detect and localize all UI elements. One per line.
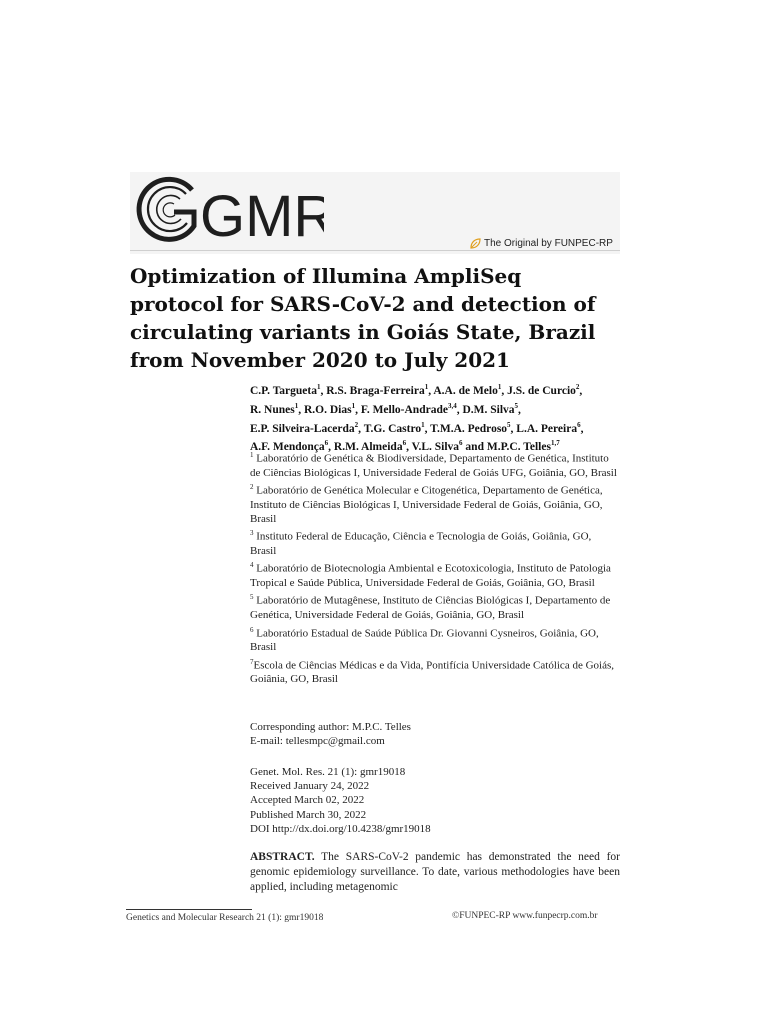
author-name: E.P. Silveira-Lacerda — [250, 422, 355, 435]
author-name: T.M.A. Pedroso — [430, 422, 508, 435]
author-name: F. Mello-Andrade — [360, 403, 448, 416]
author-affiliation-sup: 2 — [575, 383, 580, 391]
affiliation-text: Instituto Federal de Educação, Ciência e Tecnologia de Goiás, Goiânia, GO, Brasil — [250, 530, 592, 558]
author-name: T.G. Castro — [363, 422, 422, 435]
author-affiliation-sup: 1 — [497, 383, 502, 391]
affiliation-list — [250, 448, 620, 687]
affiliation-number: 1 — [250, 451, 254, 459]
author-affiliation-sup: 6 — [577, 420, 581, 429]
footer-rule — [126, 909, 252, 910]
author-name: A.A. de Melo — [433, 384, 498, 397]
footer-publisher: ©FUNPEC-RP www.funpecrp.com.br — [452, 911, 598, 921]
author-name: M.P.C. Telles — [486, 441, 551, 454]
author-affiliation-sup: 6 — [324, 439, 329, 448]
tagline-text: The Original by FUNPEC-RP — [484, 238, 613, 249]
affiliation-item — [250, 448, 620, 480]
affiliation-item — [250, 558, 620, 590]
affiliation-text: Laboratório de Mutagênese, Instituto de Ciências Biológicas I, Departamento de Genética, Universidade Federal de Goiás, Goiânia, GO, Brasil — [250, 595, 611, 622]
author-name: R.O. Dias — [303, 403, 352, 416]
doi-link[interactable]: DOI http://dx.doi.org/10.4238/gmr19018 — [250, 822, 431, 835]
correspondence-block — [250, 720, 620, 748]
article-title: Optimization of Illumina AmpliSeq protocol for SARS-CoV-2 and detection of circulating variants in Goiás State, Brazil from November 2020 to July 2021 — [130, 264, 596, 372]
affiliation-item — [250, 480, 620, 526]
author-affiliation-sup: 3,4 — [447, 401, 457, 410]
abstract-paragraph — [250, 850, 620, 895]
affiliation-text: Laboratório de Biotecnologia Ambiental e Ecotoxicologia, Instituto de Patologia Tropical e Saúde Pública, Universidade Federal de Goiás, Goiânia, GO, Brasil — [250, 563, 611, 590]
gmr-logo-icon — [134, 174, 324, 246]
logo-text: GMR — [200, 184, 324, 246]
affiliation-number: 3 — [250, 529, 254, 538]
author-name: C.P. Targueta — [250, 384, 317, 397]
author-affiliation-sup: 1 — [317, 383, 321, 391]
author-affiliation-sup: 1,7 — [550, 439, 560, 448]
author-conjunction: and — [465, 441, 484, 454]
author-affiliation-sup: 1 — [351, 401, 356, 410]
affiliation-item — [250, 623, 620, 655]
author-affiliation-sup: 2 — [354, 420, 359, 429]
affiliation-item — [250, 655, 620, 687]
affiliation-text: Escola de Ciências Médicas e da Vida, Pontifícia Universidade Católica de Goiás, Goiânia, GO, Brasil — [250, 659, 614, 686]
author-line-1: C.P. Targueta$^1$, R.S. Braga-Ferreira$^1$, A.A. de Melo$^1$, J.S. de Curcio$^2$, — [250, 383, 583, 397]
author-name: V.L. Silva — [411, 441, 460, 454]
affiliation-item — [250, 590, 620, 622]
author-affiliation-sup: 5 — [514, 401, 519, 410]
affiliation-number: 5 — [250, 593, 254, 602]
author-line-3: E.P. Silveira-Lacerda$^2$, T.G. Castro$^1$, T.M.A. Pedroso$^5$, L.A. Pereira$^6$, — [250, 420, 584, 435]
footer-journal-citation: Genetics and Molecular Research 21 (1): gmr19018 — [126, 913, 324, 923]
author-affiliation-sup: 1 — [294, 401, 299, 410]
header-rule — [130, 250, 620, 251]
gmr-logo — [134, 174, 324, 246]
affiliation-item — [250, 526, 620, 558]
citation-line: Genet. Mol. Res. 21 (1): gmr19018 — [250, 766, 406, 778]
author-name: R.S. Braga-Ferreira — [326, 384, 425, 397]
author-affiliation-sup: 1 — [424, 383, 429, 391]
author-affiliation-sup: 6 — [402, 439, 407, 448]
author-list — [250, 380, 620, 455]
corresponding-author: Corresponding author: M.P.C. Telles — [250, 721, 411, 733]
author-name: A.F. Mendonça — [250, 441, 325, 454]
affiliation-number: 4 — [250, 561, 254, 570]
abstract-label: ABSTRACT. — [250, 851, 315, 863]
affiliation-text: Laboratório Estadual de Saúde Pública Dr. Giovanni Cysneiros, Goiânia, GO, Brasil — [250, 627, 599, 654]
journal-tagline — [470, 238, 613, 249]
accepted-date: Accepted March 02, 2022 — [250, 794, 365, 807]
affiliation-text: Laboratório de Genética & Biodiversidade, Departamento de Genética, Instituto de Ciências Biológicas I, Universidade Federal de Goiás UFG, Goiânia, GO, Brasil — [250, 452, 617, 479]
author-name: L.A. Pereira — [516, 422, 578, 435]
affiliation-number: 2 — [250, 483, 254, 492]
author-line-4: A.F. Mendonça$^6$, R.M. Almeida$^6$, V.L. Silva$^6$ and M.P.C. Telles$^{1,7}$ — [250, 439, 560, 454]
affiliation-number: 6 — [250, 625, 254, 634]
affiliation-text: Laboratório de Genética Molecular e Citogenética, Departamento de Genética, Instituto de Ciências Biológicas I, Universidade Federal de Goiás, Goiânia, GO, Brasil — [250, 484, 603, 526]
author-affiliation-sup: 5 — [507, 420, 511, 429]
leaf-icon — [470, 238, 481, 249]
author-affiliation-sup: 6 — [459, 439, 463, 448]
author-affiliation-sup: 1 — [421, 420, 425, 429]
published-date: Published March 30, 2022 — [250, 808, 367, 821]
author-name: D.M. Silva — [462, 403, 515, 416]
corresponding-email[interactable]: E-mail: tellesmpc@gmail.com — [250, 735, 385, 748]
author-line-2: R. Nunes$^1$, R.O. Dias$^1$, F. Mello-Andrade$^{3,4}$, D.M. Silva$^5$, — [250, 401, 521, 416]
author-name: R.M. Almeida — [333, 441, 403, 454]
abstract-text: The SARS-CoV-2 pandemic has demonstrated the need for genomic epidemiology surveillance. To date, various methodologies have been applied, including metagenomic — [250, 851, 620, 893]
received-date: Received January 24, 2022 — [250, 780, 370, 793]
publication-info — [250, 765, 620, 836]
author-name: J.S. de Curcio — [507, 384, 576, 397]
author-name: R. Nunes — [250, 403, 295, 416]
affiliation-number: 7 — [250, 657, 254, 666]
